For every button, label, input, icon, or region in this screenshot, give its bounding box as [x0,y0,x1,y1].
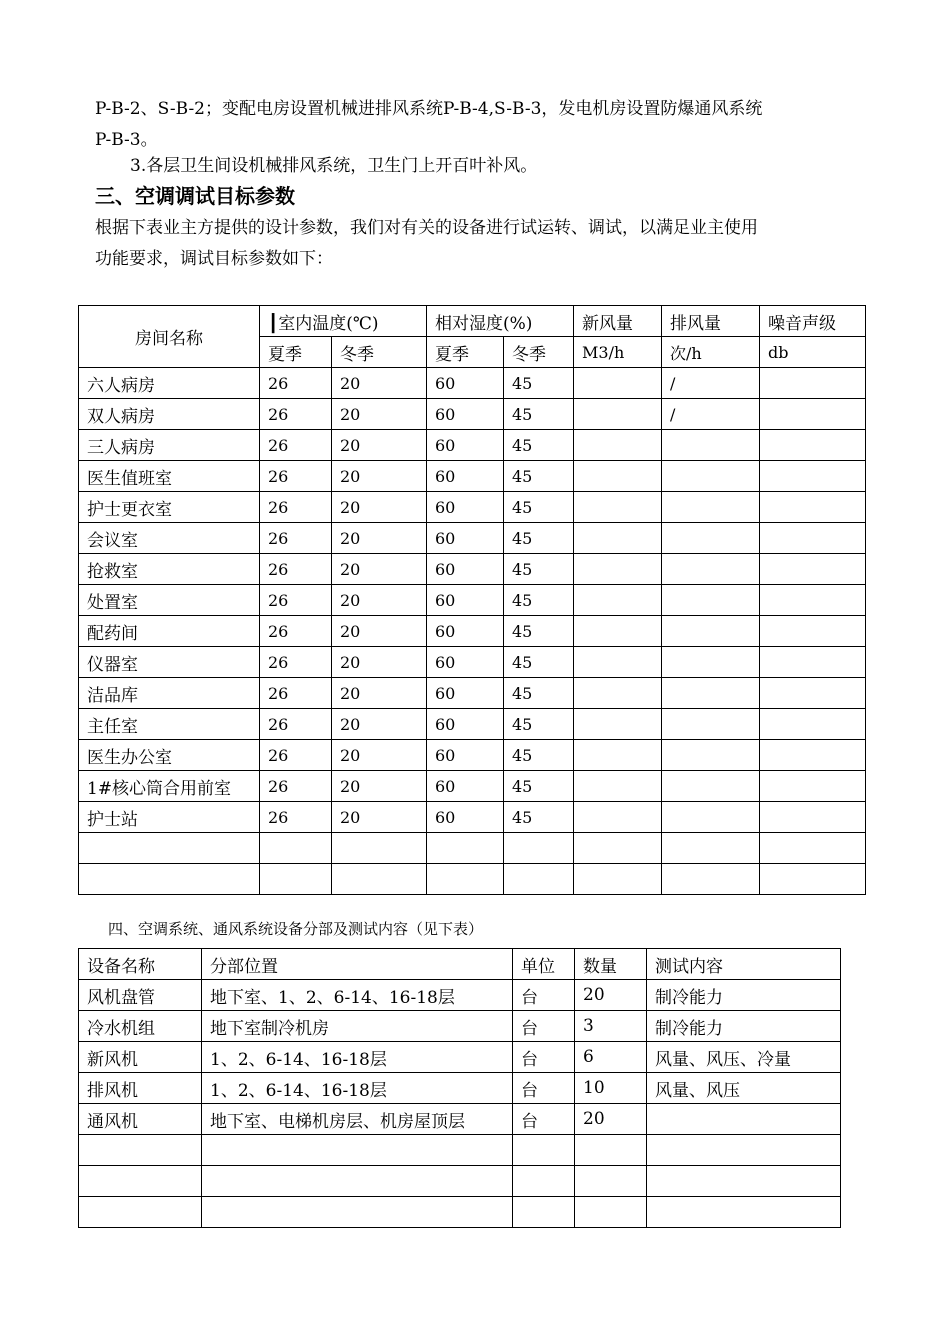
fresh-air-cell [574,399,662,430]
temp-summer-cell: 26 [260,616,332,647]
test-content-cell [647,1135,841,1166]
temp-summer-cell: 26 [260,585,332,616]
table-row [79,740,866,771]
noise-cell [760,492,866,523]
intro-line-3: 3.各层卫生间设机械排风系统，卫生门上开百叶补风。 [130,156,538,176]
temp-winter-cell: 20 [332,802,427,833]
room-name-cell: 主任室 [79,709,260,740]
temp-summer-cell: 26 [260,492,332,523]
temp-winter-cell: 20 [332,678,427,709]
humidity-summer-cell: 60 [427,554,504,585]
table-row [79,1073,841,1104]
exhaust-cell: / [662,399,760,430]
location-cell [202,1135,513,1166]
fresh-air-cell [574,523,662,554]
noise-cell [760,585,866,616]
intro-line-2: P-B-3。 [95,130,158,150]
table-row [79,647,866,678]
noise-cell [760,616,866,647]
humidity-summer-cell: 60 [427,740,504,771]
humidity-summer-cell: 60 [427,368,504,399]
temp-winter-cell: 20 [332,523,427,554]
temp-summer-cell: 26 [260,740,332,771]
test-content-cell [647,1104,841,1135]
humidity-summer-cell: 60 [427,399,504,430]
quantity-cell: 10 [575,1073,647,1104]
table-row [79,368,866,399]
fresh-air-cell [574,616,662,647]
table-row [79,833,866,864]
location-cell [202,1197,513,1228]
table-row [79,1011,841,1042]
fresh-air-cell [574,368,662,399]
temp-summer-cell: 26 [260,523,332,554]
table-row [79,430,866,461]
table-row [79,1104,841,1135]
header-temp-summer: 夏季 [260,337,332,368]
humidity-summer-cell: 60 [427,616,504,647]
exhaust-cell [662,430,760,461]
table-row [79,1135,841,1166]
noise-cell [760,647,866,678]
table-row [79,461,866,492]
noise-cell [760,709,866,740]
equipment-name-cell: 风机盘管 [79,980,202,1011]
exhaust-cell [662,771,760,802]
temp-summer-cell: 26 [260,399,332,430]
noise-cell [760,771,866,802]
table-row [79,864,866,895]
humidity-summer-cell: 60 [427,461,504,492]
fresh-air-cell [574,492,662,523]
temp-summer-cell [260,864,332,895]
humidity-winter-cell [504,864,574,895]
humidity-winter-cell: 45 [504,368,574,399]
test-content-cell: 风量、风压、冷量 [647,1042,841,1073]
unit-cell: 台 [513,1073,575,1104]
header-humidity-summer: 夏季 [427,337,504,368]
table-row [79,554,866,585]
location-cell: 1、2、6-14、16-18层 [202,1042,513,1073]
room-name-cell: 配药间 [79,616,260,647]
exhaust-cell [662,461,760,492]
temp-winter-cell: 20 [332,461,427,492]
temp-summer-cell [260,833,332,864]
room-name-cell: 仪器室 [79,647,260,678]
temp-summer-cell: 26 [260,771,332,802]
fresh-air-cell [574,740,662,771]
table-row [79,523,866,554]
table-row [79,802,866,833]
header-fresh-air: 新风量 [574,306,662,337]
header-noise: 噪音声级 [760,306,866,337]
test-content-cell: 风量、风压 [647,1073,841,1104]
table-row [79,399,866,430]
intro-line-1: P-B-2、S-B-2；变配电房设置机械进排风系统P-B-4,S-B-3，发电机房设置防爆通风系统 [95,99,763,119]
humidity-summer-cell: 60 [427,523,504,554]
noise-cell [760,368,866,399]
header-noise-unit: db [760,337,866,368]
room-name-cell: 处置室 [79,585,260,616]
humidity-winter-cell: 45 [504,678,574,709]
header-exhaust: 排风量 [662,306,760,337]
fresh-air-cell [574,647,662,678]
test-content-cell: 制冷能力 [647,980,841,1011]
location-cell [202,1166,513,1197]
equipment-name-cell: 通风机 [79,1104,202,1135]
test-content-cell: 制冷能力 [647,1011,841,1042]
fresh-air-cell [574,585,662,616]
fresh-air-cell [574,678,662,709]
exhaust-cell [662,864,760,895]
exhaust-cell [662,709,760,740]
humidity-winter-cell: 45 [504,771,574,802]
header-test-content: 测试内容 [647,949,841,980]
fresh-air-cell [574,771,662,802]
equipment-name-cell: 新风机 [79,1042,202,1073]
quantity-cell [575,1166,647,1197]
humidity-winter-cell: 45 [504,709,574,740]
table-row [79,709,866,740]
humidity-winter-cell: 45 [504,802,574,833]
exhaust-cell [662,492,760,523]
header-location: 分部位置 [202,949,513,980]
temp-winter-cell: 20 [332,585,427,616]
section-3-paragraph-line-2: 功能要求，调试目标参数如下： [95,249,333,269]
temp-winter-cell: 20 [332,709,427,740]
noise-cell [760,740,866,771]
temp-winter-cell: 20 [332,492,427,523]
header-temp-winter: 冬季 [332,337,427,368]
room-name-cell: 医生值班室 [79,461,260,492]
humidity-winter-cell: 45 [504,585,574,616]
header-relative-humidity: 相对湿度(%) [427,306,574,337]
exhaust-cell [662,523,760,554]
noise-cell [760,864,866,895]
table-row [79,678,866,709]
room-name-cell: 护士站 [79,802,260,833]
exhaust-cell [662,678,760,709]
table-row [79,771,866,802]
temp-winter-cell: 20 [332,554,427,585]
quantity-cell: 3 [575,1011,647,1042]
temp-summer-cell: 26 [260,647,332,678]
humidity-winter-cell: 45 [504,492,574,523]
temp-winter-cell: 20 [332,616,427,647]
equipment-name-cell: 冷水机组 [79,1011,202,1042]
room-name-cell: 会议室 [79,523,260,554]
room-name-cell [79,864,260,895]
fresh-air-cell [574,864,662,895]
unit-cell: 台 [513,1011,575,1042]
unit-cell [513,1197,575,1228]
room-name-cell: 洁品库 [79,678,260,709]
temp-summer-cell: 26 [260,368,332,399]
equipment-name-cell [79,1135,202,1166]
humidity-summer-cell: 60 [427,430,504,461]
location-cell: 地下室制冷机房 [202,1011,513,1042]
noise-cell [760,523,866,554]
temp-winter-cell [332,833,427,864]
temp-winter-cell: 20 [332,771,427,802]
equipment-name-cell [79,1166,202,1197]
humidity-summer-cell: 60 [427,771,504,802]
temp-winter-cell: 20 [332,647,427,678]
header-room-name: 房间名称 [79,306,260,368]
table-row [79,980,841,1011]
exhaust-cell [662,616,760,647]
room-name-cell: 抢救室 [79,554,260,585]
humidity-winter-cell: 45 [504,740,574,771]
quantity-cell: 20 [575,1104,647,1135]
temp-summer-cell: 26 [260,709,332,740]
header-exhaust-unit: 次/h [662,337,760,368]
temp-summer-cell: 26 [260,430,332,461]
exhaust-cell [662,833,760,864]
exhaust-cell [662,554,760,585]
noise-cell [760,430,866,461]
room-name-cell: 护士更衣室 [79,492,260,523]
room-name-cell: 六人病房 [79,368,260,399]
table-row [79,1042,841,1073]
location-cell: 地下室、电梯机房层、机房屋顶层 [202,1104,513,1135]
section-3-heading: 三、空调调试目标参数 [95,184,295,208]
unit-cell: 台 [513,980,575,1011]
target-parameters-table [78,305,866,895]
humidity-winter-cell: 45 [504,523,574,554]
location-cell: 地下室、1、2、6-14、16-18层 [202,980,513,1011]
header-equipment-name: 设备名称 [79,949,202,980]
humidity-summer-cell: 60 [427,709,504,740]
humidity-winter-cell: 45 [504,554,574,585]
humidity-summer-cell: 60 [427,647,504,678]
unit-cell [513,1166,575,1197]
equipment-name-cell [79,1197,202,1228]
equipment-table [78,948,841,1228]
fresh-air-cell [574,802,662,833]
table-row [79,1197,841,1228]
section-4-caption: 四、空调系统、通风系统设备分部及测试内容（见下表） [108,920,484,938]
noise-cell [760,678,866,709]
header-fresh-air-unit: M3/h [574,337,662,368]
noise-cell [760,554,866,585]
quantity-cell: 6 [575,1042,647,1073]
fresh-air-cell [574,709,662,740]
room-name-cell: 医生办公室 [79,740,260,771]
humidity-summer-cell [427,833,504,864]
exhaust-cell [662,647,760,678]
temp-summer-cell: 26 [260,554,332,585]
quantity-cell [575,1197,647,1228]
table-row [79,492,866,523]
exhaust-cell [662,802,760,833]
room-name-cell [79,833,260,864]
noise-cell [760,833,866,864]
test-content-cell [647,1197,841,1228]
temp-winter-cell: 20 [332,368,427,399]
humidity-winter-cell: 45 [504,430,574,461]
equipment-name-cell: 排风机 [79,1073,202,1104]
quantity-cell [575,1135,647,1166]
table-row [79,616,866,647]
fresh-air-cell [574,554,662,585]
section-3-paragraph-line-1: 根据下表业主方提供的设计参数，我们对有关的设备进行试运转、调试，以满足业主使用 [95,218,758,238]
room-name-cell: 三人病房 [79,430,260,461]
noise-cell [760,399,866,430]
exhaust-cell [662,585,760,616]
header-quantity: 数量 [575,949,647,980]
humidity-summer-cell: 60 [427,802,504,833]
noise-cell [760,802,866,833]
temp-winter-cell: 20 [332,430,427,461]
humidity-winter-cell: 45 [504,399,574,430]
header-humidity-winter: 冬季 [504,337,574,368]
humidity-winter-cell [504,833,574,864]
unit-cell: 台 [513,1104,575,1135]
humidity-summer-cell: 60 [427,585,504,616]
humidity-winter-cell: 45 [504,647,574,678]
exhaust-cell: / [662,368,760,399]
temp-winter-cell [332,864,427,895]
temp-summer-cell: 26 [260,461,332,492]
exhaust-cell [662,740,760,771]
humidity-winter-cell: 45 [504,461,574,492]
temp-winter-cell: 20 [332,399,427,430]
fresh-air-cell [574,461,662,492]
temp-winter-cell: 20 [332,740,427,771]
room-name-cell: 1#核心筒合用前室 [79,771,260,802]
humidity-winter-cell: 45 [504,616,574,647]
humidity-summer-cell [427,864,504,895]
fresh-air-cell [574,833,662,864]
unit-cell: 台 [513,1042,575,1073]
location-cell: 1、2、6-14、16-18层 [202,1073,513,1104]
quantity-cell: 20 [575,980,647,1011]
table-row [79,1166,841,1197]
temp-summer-cell: 26 [260,802,332,833]
fresh-air-cell [574,430,662,461]
humidity-summer-cell: 60 [427,492,504,523]
header-indoor-temperature: ┃室内温度(℃) [260,306,427,337]
humidity-summer-cell: 60 [427,678,504,709]
test-content-cell [647,1166,841,1197]
noise-cell [760,461,866,492]
header-unit: 单位 [513,949,575,980]
unit-cell [513,1135,575,1166]
room-name-cell: 双人病房 [79,399,260,430]
table-row [79,585,866,616]
temp-summer-cell: 26 [260,678,332,709]
